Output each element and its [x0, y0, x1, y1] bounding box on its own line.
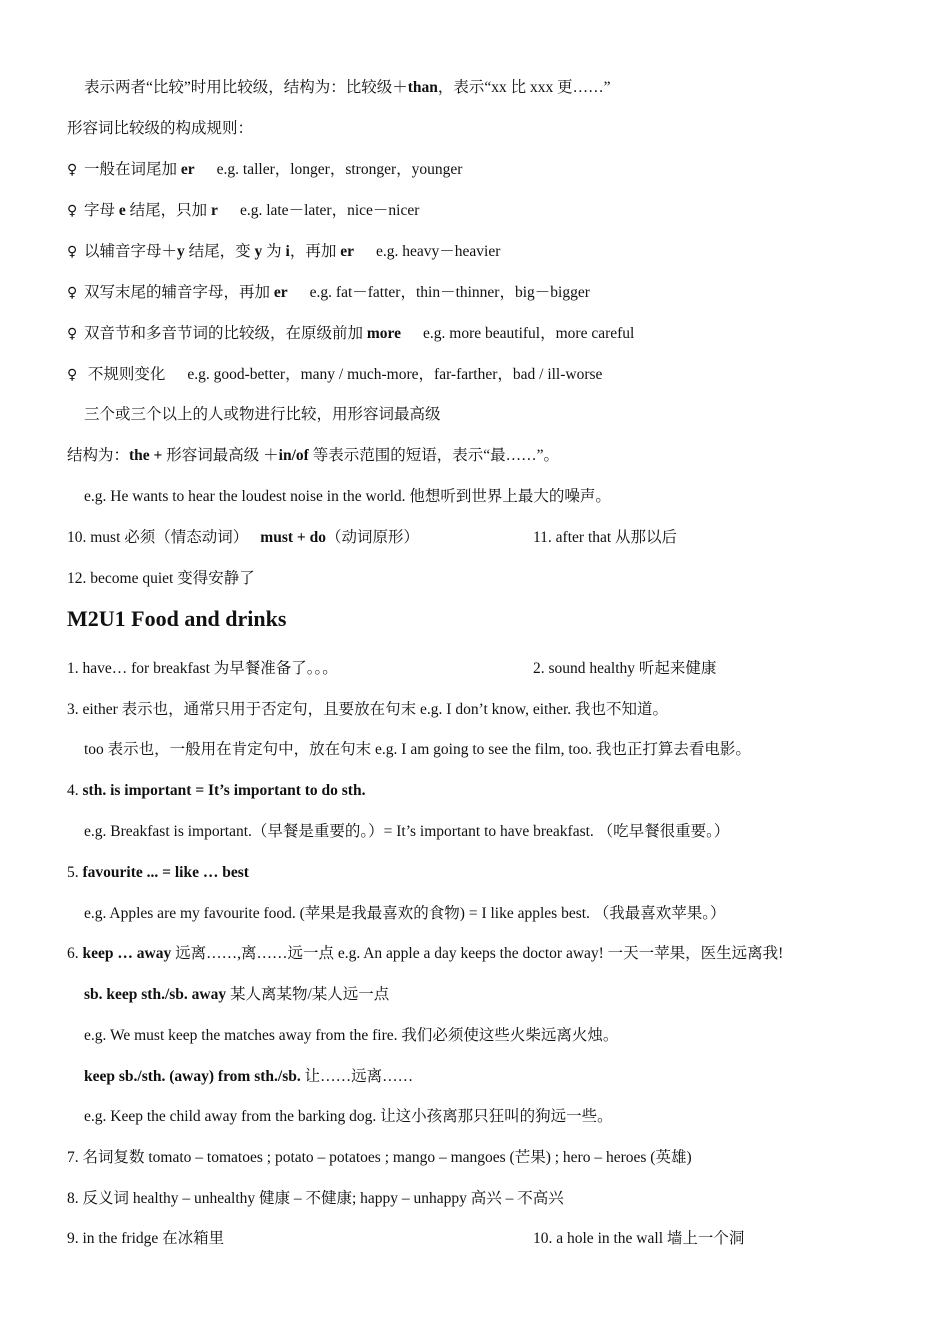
- text: 结构为：: [67, 447, 130, 464]
- bold: sth. is important = It’s important to do sth.: [82, 782, 366, 799]
- bold: more: [366, 325, 402, 342]
- item-12-become-quiet: 12. become quiet 变得安静了: [67, 570, 255, 587]
- bold-than: than: [407, 79, 438, 96]
- female-sign-icon: ♀: [67, 367, 78, 383]
- m2u1-item-6c: e.g. We must keep the matches away from the fire. 我们必须使这些火柴远离火烛。: [84, 1027, 619, 1044]
- bold: er: [180, 161, 195, 178]
- m2u1-item-4: [67, 781, 365, 801]
- text: （动词原形）: [325, 529, 419, 546]
- text: 6.: [67, 945, 83, 962]
- text: 某人离某物/某人远一点: [226, 986, 390, 1003]
- bold: er: [340, 243, 355, 260]
- m2u1-item-10: 10. a hole in the wall 墙上一个洞: [533, 1230, 745, 1247]
- text: 不规则变化: [84, 366, 166, 383]
- m2u1-item-7: 7. 名词复数 tomato – tomatoes ; potato – potatoes ; mango – mangoes (芒果) ; hero – heroes (英雄): [67, 1149, 692, 1166]
- m2u1-item-5: [67, 863, 249, 883]
- section-title: M2U1 Food and drinks: [67, 606, 287, 631]
- text: 双音节和多音节词的比较级，在原级前加: [84, 325, 367, 342]
- superlative-intro: 三个或三个以上的人或物进行比较，用形容词最高级: [84, 406, 441, 423]
- female-sign-icon: ♀: [67, 285, 78, 301]
- bold: favourite ... = like … best: [82, 864, 249, 881]
- example: e.g. heavy－heavier: [376, 243, 501, 260]
- m2u1-item-4-example: e.g. Breakfast is important.（早餐是重要的。）= It’s important to have breakfast. （吃早餐很重要。）: [84, 823, 730, 840]
- rule-6: [67, 365, 602, 385]
- bold: y: [177, 243, 185, 260]
- rule-5: [67, 324, 634, 344]
- item-11-after-that: 11. after that 从那以后: [533, 529, 678, 546]
- rules-title: 形容词比较级的构成规则：: [67, 120, 254, 137]
- text: ，表示“xx 比 xxx 更……”: [437, 79, 611, 96]
- text: 4.: [67, 782, 83, 799]
- text: 远离……,离……远一点 e.g. An apple a day keeps the doctor away! 一天一苹果，医生远离我!: [171, 945, 784, 962]
- m2u1-item-6d: [84, 1067, 413, 1087]
- bold: y: [254, 243, 263, 260]
- female-sign-icon: ♀: [67, 244, 78, 260]
- female-sign-icon: ♀: [67, 203, 78, 219]
- superlative-structure: [67, 446, 559, 466]
- example: e.g. good-better，many / much-more，far-farther，bad / ill-worse: [187, 366, 603, 383]
- m2u1-item-5-example: e.g. Apples are my favourite food. (苹果是我最喜欢的食物) = I like apples best. （我最喜欢苹果。）: [84, 905, 726, 922]
- item-10-must: [67, 528, 419, 548]
- m2u1-item-6: [67, 944, 783, 964]
- text: 表示两者“比较”时用比较级，结构为：比较级＋: [84, 79, 408, 96]
- bold: must + do: [260, 529, 326, 546]
- text: 为: [262, 243, 286, 260]
- m2u1-item-6e: e.g. Keep the child away from the barking dog. 让这小孩离那只狂叫的狗远一些。: [84, 1108, 613, 1125]
- rule-2: [67, 201, 419, 221]
- m2u1-item-9: 9. in the fridge 在冰箱里: [67, 1230, 225, 1247]
- bold: e: [118, 202, 126, 219]
- text: 让……远离……: [300, 1068, 414, 1085]
- m2u1-item-8: 8. 反义词 healthy – unhealthy 健康 – 不健康; happy – unhappy 高兴 – 不高兴: [67, 1190, 564, 1207]
- bold: keep … away: [82, 945, 172, 962]
- text: 5.: [67, 864, 83, 881]
- text: 形容词最高级 ＋: [166, 447, 279, 464]
- text: 等表示范围的短语，表示“最……”。: [308, 447, 559, 464]
- text: 结尾，只加: [125, 202, 212, 219]
- text: 结尾，变: [184, 243, 255, 260]
- comparative-intro: [84, 78, 611, 98]
- example: e.g. fat－fatter，thin－thinner，big－bigger: [309, 284, 590, 301]
- rule-3: [67, 242, 500, 262]
- bold: r: [211, 202, 218, 219]
- bold: the +: [129, 447, 167, 464]
- text: 字母: [84, 202, 119, 219]
- m2u1-item-2: 2. sound healthy 听起来健康: [533, 660, 717, 677]
- superlative-example: e.g. He wants to hear the loudest noise in the world. 他想听到世界上最大的噪声。: [84, 488, 611, 505]
- text: 一般在词尾加: [84, 161, 181, 178]
- female-sign-icon: ♀: [67, 162, 78, 178]
- female-sign-icon: ♀: [67, 326, 78, 342]
- m2u1-item-6b: [84, 985, 389, 1005]
- example: e.g. more beautiful，more careful: [423, 325, 635, 342]
- text: 双写末尾的辅音字母，再加: [84, 284, 274, 301]
- bold: in/of: [278, 447, 309, 464]
- bold: sb. keep sth./sb. away: [84, 986, 227, 1003]
- m2u1-item-1: 1. have… for breakfast 为早餐准备了。。。: [67, 660, 338, 677]
- rule-4: [67, 283, 590, 303]
- text: ，再加: [289, 243, 341, 260]
- example: e.g. late－later，nice－nicer: [239, 202, 420, 219]
- text: 以辅音字母＋: [84, 243, 178, 260]
- m2u1-item-3: 3. either 表示也，通常只用于否定句，且要放在句末 e.g. I don’t know, either. 我也不知道。: [67, 701, 669, 718]
- rule-1: [67, 160, 462, 180]
- bold: er: [273, 284, 288, 301]
- example: e.g. taller，longer，stronger，younger: [216, 161, 463, 178]
- text: 10. must 必须（情态动词）: [67, 529, 249, 546]
- bold: keep sb./sth. (away) from sth./sb.: [84, 1068, 301, 1085]
- m2u1-item-3-too: too 表示也，一般用在肯定句中，放在句末 e.g. I am going to see the film, too. 我也正打算去看电影。: [84, 741, 751, 758]
- bold: i: [285, 243, 290, 260]
